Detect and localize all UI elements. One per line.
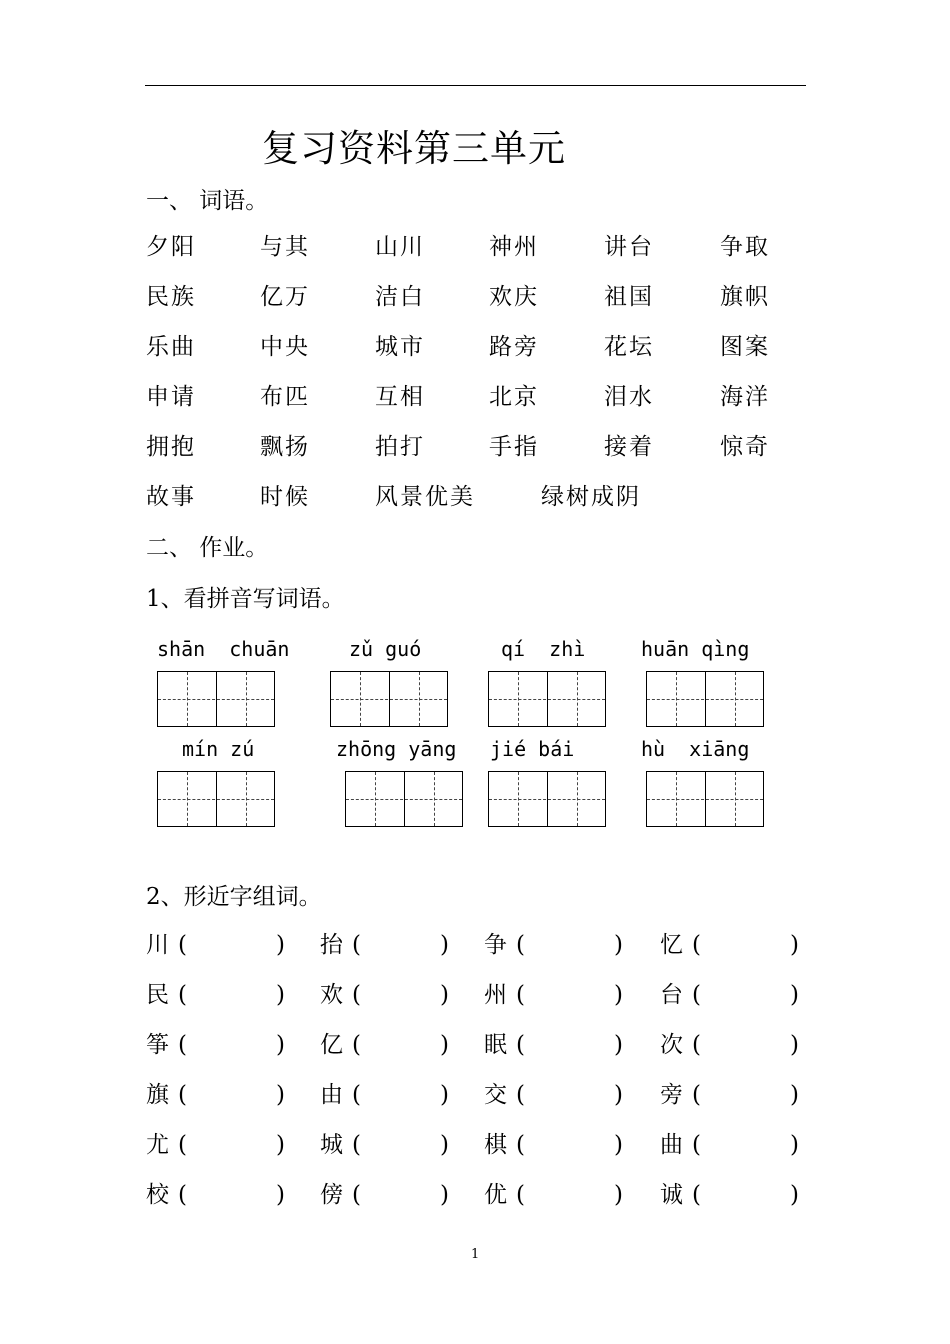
vocab-word: 神州 xyxy=(489,234,539,260)
answer-blank[interactable] xyxy=(190,930,272,960)
grid-line xyxy=(346,799,462,800)
open-paren: ( xyxy=(516,982,525,1008)
similar-character: 傍 xyxy=(320,1182,343,1208)
vocab-word: 北京 xyxy=(489,384,539,410)
similar-character: 川 xyxy=(146,932,169,958)
vocab-word: 花坛 xyxy=(604,334,654,360)
similar-character: 筝 xyxy=(146,1032,169,1058)
grid-line xyxy=(158,799,274,800)
grid-line xyxy=(676,772,677,826)
open-paren: ( xyxy=(516,1182,525,1208)
vocab-word: 海洋 xyxy=(720,384,770,410)
vocab-word: 洁白 xyxy=(375,284,425,310)
close-paren: ) xyxy=(440,982,449,1008)
similar-character: 争 xyxy=(484,932,507,958)
vocab-word: 与其 xyxy=(260,234,310,260)
vocab-word: 路旁 xyxy=(489,334,539,360)
close-paren: ) xyxy=(276,1182,285,1208)
grid-line xyxy=(360,672,361,726)
similar-character: 校 xyxy=(146,1182,169,1208)
close-paren: ) xyxy=(614,1132,623,1158)
open-paren: ( xyxy=(178,1082,187,1108)
answer-blank[interactable] xyxy=(704,1030,786,1060)
tianzige-writing-box[interactable] xyxy=(646,671,764,727)
close-paren: ) xyxy=(790,1182,799,1208)
grid-line xyxy=(647,699,763,700)
close-paren: ) xyxy=(614,982,623,1008)
close-paren: ) xyxy=(790,982,799,1008)
open-paren: ( xyxy=(352,1082,361,1108)
vocab-word: 图案 xyxy=(720,334,770,360)
vocab-word: 时候 xyxy=(260,484,310,510)
open-paren: ( xyxy=(516,932,525,958)
answer-blank[interactable] xyxy=(528,1180,610,1210)
vocab-word: 乐曲 xyxy=(146,334,196,360)
tianzige-writing-box[interactable] xyxy=(157,771,275,827)
tianzige-writing-box[interactable] xyxy=(488,771,606,827)
grid-line xyxy=(518,772,519,826)
vocab-word: 山川 xyxy=(375,234,425,260)
similar-character: 旁 xyxy=(660,1082,683,1108)
open-paren: ( xyxy=(692,1132,701,1158)
tianzige-writing-box[interactable] xyxy=(646,771,764,827)
vocab-word: 民族 xyxy=(146,284,196,310)
close-paren: ) xyxy=(790,1082,799,1108)
grid-line xyxy=(577,772,578,826)
grid-line xyxy=(158,699,274,700)
close-paren: ) xyxy=(614,1032,623,1058)
vocab-word: 飘扬 xyxy=(260,434,310,460)
vocab-word: 故事 xyxy=(146,484,196,510)
tianzige-writing-box[interactable] xyxy=(488,671,606,727)
open-paren: ( xyxy=(516,1082,525,1108)
grid-line xyxy=(187,772,188,826)
vocab-word: 惊奇 xyxy=(720,434,770,460)
similar-character: 抬 xyxy=(320,932,343,958)
similar-character: 诚 xyxy=(660,1182,683,1208)
answer-blank[interactable] xyxy=(704,1130,786,1160)
section-2-heading: 二、 作业。 xyxy=(146,535,269,561)
vocab-word: 绿树成阴 xyxy=(541,484,641,510)
page-number: 1 xyxy=(471,1247,480,1262)
pinyin-label: qí zhì xyxy=(501,637,586,661)
open-paren: ( xyxy=(352,1032,361,1058)
pinyin-label: shān chuān xyxy=(157,637,290,661)
grid-line xyxy=(419,672,420,726)
answer-blank[interactable] xyxy=(364,1080,436,1110)
similar-character: 交 xyxy=(484,1082,507,1108)
pinyin-label: zǔ guó xyxy=(349,637,422,661)
vocab-word: 亿万 xyxy=(260,284,310,310)
close-paren: ) xyxy=(440,1182,449,1208)
similar-character: 次 xyxy=(660,1032,683,1058)
vocab-word: 夕阳 xyxy=(146,234,196,260)
close-paren: ) xyxy=(276,1082,285,1108)
answer-blank[interactable] xyxy=(364,1030,436,1060)
similar-character: 州 xyxy=(484,982,507,1008)
open-paren: ( xyxy=(352,932,361,958)
vocab-word: 拍打 xyxy=(375,434,425,460)
close-paren: ) xyxy=(440,1032,449,1058)
open-paren: ( xyxy=(692,1032,701,1058)
header-rule xyxy=(145,85,806,86)
vocab-word: 祖国 xyxy=(604,284,654,310)
vocab-word: 争取 xyxy=(720,234,770,260)
vocab-word: 讲台 xyxy=(604,234,654,260)
close-paren: ) xyxy=(440,932,449,958)
close-paren: ) xyxy=(276,1032,285,1058)
similar-character: 眠 xyxy=(484,1032,507,1058)
vocab-word: 布匹 xyxy=(260,384,310,410)
answer-blank[interactable] xyxy=(190,1080,272,1110)
similar-character: 尤 xyxy=(146,1132,169,1158)
open-paren: ( xyxy=(692,982,701,1008)
answer-blank[interactable] xyxy=(190,1030,272,1060)
open-paren: ( xyxy=(178,1182,187,1208)
answer-blank[interactable] xyxy=(528,930,610,960)
grid-line xyxy=(489,799,605,800)
similar-character: 民 xyxy=(146,982,169,1008)
pinyin-label: zhōng yāng xyxy=(336,737,457,761)
grid-line xyxy=(246,772,247,826)
pinyin-label: hù xiāng xyxy=(641,737,750,761)
grid-line xyxy=(676,672,677,726)
similar-character: 曲 xyxy=(660,1132,683,1158)
answer-blank[interactable] xyxy=(364,980,436,1010)
tianzige-writing-box[interactable] xyxy=(330,671,448,727)
open-paren: ( xyxy=(692,932,701,958)
close-paren: ) xyxy=(790,1132,799,1158)
similar-character: 亿 xyxy=(320,1032,343,1058)
grid-line xyxy=(518,672,519,726)
vocab-word: 接着 xyxy=(604,434,654,460)
open-paren: ( xyxy=(178,1132,187,1158)
answer-blank[interactable] xyxy=(704,1080,786,1110)
open-paren: ( xyxy=(178,982,187,1008)
answer-blank[interactable] xyxy=(190,1180,272,1210)
vocab-word: 手指 xyxy=(489,434,539,460)
answer-blank[interactable] xyxy=(528,1030,610,1060)
open-paren: ( xyxy=(692,1182,701,1208)
answer-blank[interactable] xyxy=(190,980,272,1010)
answer-blank[interactable] xyxy=(704,930,786,960)
grid-line xyxy=(331,699,447,700)
vocab-word: 风景优美 xyxy=(375,484,475,510)
answer-blank[interactable] xyxy=(364,1180,436,1210)
answer-blank[interactable] xyxy=(190,1130,272,1160)
open-paren: ( xyxy=(352,1182,361,1208)
grid-line xyxy=(735,672,736,726)
close-paren: ) xyxy=(614,1082,623,1108)
vocab-word: 申请 xyxy=(146,384,196,410)
grid-line xyxy=(187,672,188,726)
grid-line xyxy=(434,772,435,826)
pinyin-label: jié bái xyxy=(490,737,575,761)
vocab-word: 欢庆 xyxy=(489,284,539,310)
grid-line xyxy=(735,772,736,826)
close-paren: ) xyxy=(276,932,285,958)
open-paren: ( xyxy=(178,932,187,958)
answer-blank[interactable] xyxy=(528,1130,610,1160)
similar-character: 台 xyxy=(660,982,683,1008)
tianzige-writing-box[interactable] xyxy=(157,671,275,727)
vocab-word: 拥抱 xyxy=(146,434,196,460)
open-paren: ( xyxy=(692,1082,701,1108)
answer-blank[interactable] xyxy=(364,930,436,960)
similar-character: 由 xyxy=(320,1082,343,1108)
vocab-word: 城市 xyxy=(375,334,425,360)
open-paren: ( xyxy=(178,1032,187,1058)
pinyin-label: huān qìng xyxy=(641,637,750,661)
vocab-word: 互相 xyxy=(375,384,425,410)
close-paren: ) xyxy=(440,1132,449,1158)
grid-line xyxy=(489,699,605,700)
answer-blank[interactable] xyxy=(704,980,786,1010)
close-paren: ) xyxy=(790,932,799,958)
grid-line xyxy=(577,672,578,726)
answer-blank[interactable] xyxy=(364,1130,436,1160)
similar-character: 优 xyxy=(484,1182,507,1208)
open-paren: ( xyxy=(516,1032,525,1058)
answer-blank[interactable] xyxy=(528,980,610,1010)
close-paren: ) xyxy=(614,1182,623,1208)
similar-character: 欢 xyxy=(320,982,343,1008)
grid-line xyxy=(647,799,763,800)
similar-character: 旗 xyxy=(146,1082,169,1108)
vocab-word: 泪水 xyxy=(604,384,654,410)
close-paren: ) xyxy=(276,982,285,1008)
similar-character: 棋 xyxy=(484,1132,507,1158)
tianzige-writing-box[interactable] xyxy=(345,771,463,827)
close-paren: ) xyxy=(790,1032,799,1058)
similar-character: 忆 xyxy=(660,932,683,958)
pinyin-label: mín zú xyxy=(182,737,255,761)
close-paren: ) xyxy=(440,1082,449,1108)
q2-title: 2、形近字组词。 xyxy=(146,884,322,910)
grid-line xyxy=(375,772,376,826)
open-paren: ( xyxy=(516,1132,525,1158)
close-paren: ) xyxy=(276,1132,285,1158)
similar-character: 城 xyxy=(320,1132,343,1158)
vocab-word: 旗帜 xyxy=(720,284,770,310)
section-1-heading: 一、 词语。 xyxy=(146,188,269,214)
open-paren: ( xyxy=(352,982,361,1008)
vocab-word: 中央 xyxy=(260,334,310,360)
page-title: 复习资料第三单元 xyxy=(262,127,566,170)
answer-blank[interactable] xyxy=(528,1080,610,1110)
close-paren: ) xyxy=(614,932,623,958)
open-paren: ( xyxy=(352,1132,361,1158)
grid-line xyxy=(246,672,247,726)
q1-title: 1、看拼音写词语。 xyxy=(146,586,345,612)
answer-blank[interactable] xyxy=(704,1180,786,1210)
